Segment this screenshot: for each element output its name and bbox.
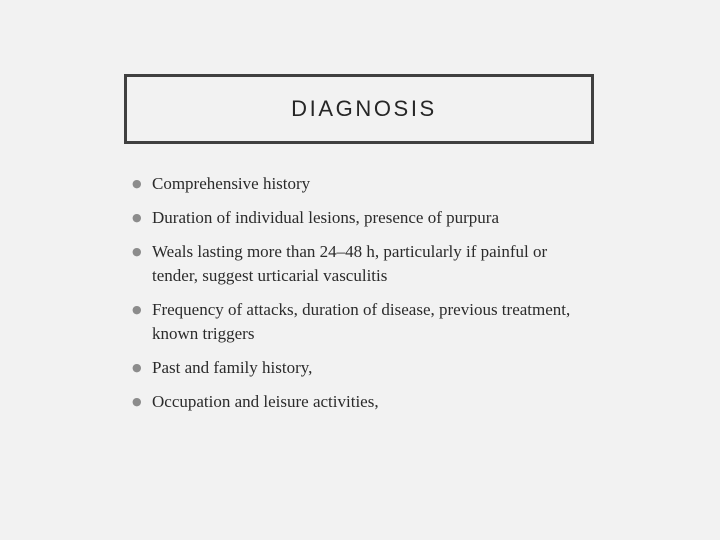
slide-title: DIAGNOSIS <box>291 96 437 121</box>
list-item <box>132 390 592 414</box>
bullet-dot-icon: ● <box>132 303 142 316</box>
bullet-text: Comprehensive history <box>152 174 311 193</box>
bullet-text: Duration of individual lesions, presence of purpura <box>152 208 499 227</box>
bullet-list <box>132 172 592 424</box>
title-box <box>124 74 594 144</box>
bullet-text: Occupation and leisure activities, <box>152 392 379 411</box>
list-item <box>132 172 592 196</box>
list-item <box>132 206 592 230</box>
list-item <box>132 298 592 346</box>
bullet-text: Past and family history, <box>152 358 313 377</box>
list-item <box>132 240 592 288</box>
bullet-text: Weals lasting more than 24–48 h, particularly if painful or tender, suggest urticarial vasculitis <box>152 242 548 285</box>
bullet-dot-icon: ● <box>132 177 142 190</box>
bullet-text: Frequency of attacks, duration of disease, previous treatment, known triggers <box>152 300 571 343</box>
bullet-dot-icon: ● <box>132 361 142 374</box>
bullet-dot-icon: ● <box>132 211 142 224</box>
list-item <box>132 356 592 380</box>
bullet-dot-icon: ● <box>132 245 142 258</box>
bullet-dot-icon: ● <box>132 395 142 408</box>
